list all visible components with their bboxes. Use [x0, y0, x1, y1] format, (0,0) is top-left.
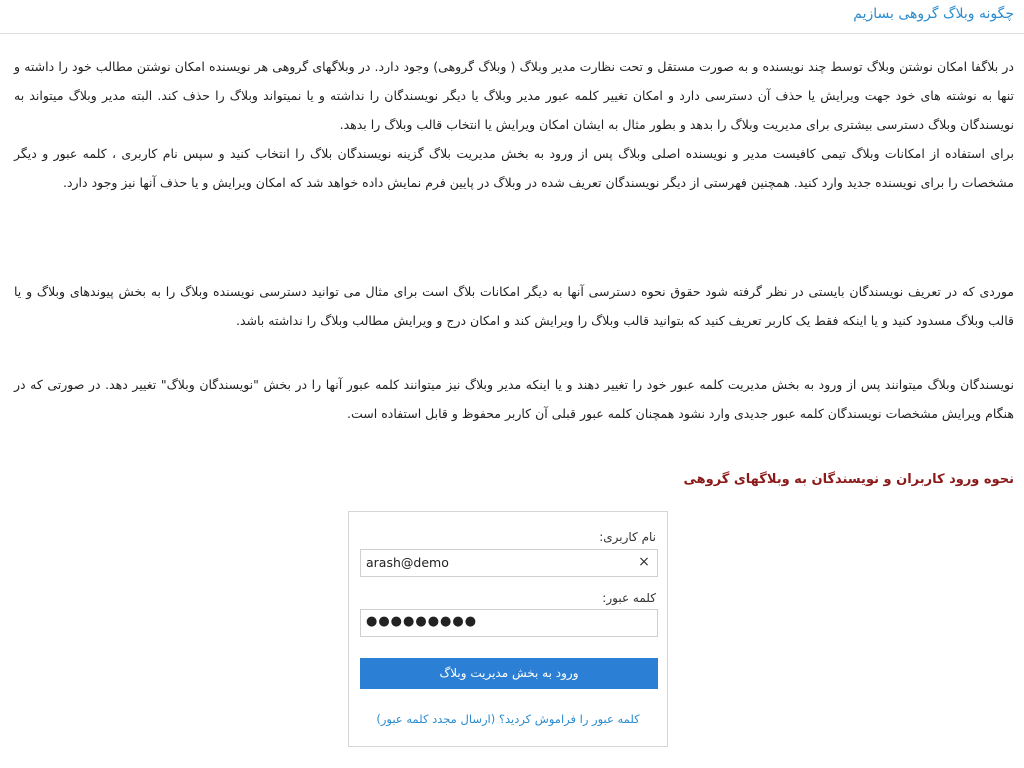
access-paragraph — [14, 277, 1014, 335]
paragraph-text: برای استفاده از امکانات وبلاگ تیمی کافیست مدیر و نویسنده اصلی وبلاگ پس از ورود به بخش مدیریت بلاگ گزینه نویسندگان بلاگ را انتخاب کنید و سپس نام کاربری ، کلمه عبور و دیگر مشخصات را برای نویسنده جدید وارد کنید. همچنین فهرستی از دیگر نویسندگان تعریف شده در وبلاگ در پایین فرم نمایش داده خواهد شد که امکان ویرایش و یا حذف آنها نیز وجود دارد. — [14, 146, 1014, 190]
paragraph-text: در بلاگفا امکان نوشتن وبلاگ توسط چند نویسنده و به صورت مستقل و تحت نظارت مدیر وبلاگ ( وبلاگ گروهی) وجود دارد. در وبلاگهای گروهی هر نویسنده امکان نوشتن مطالب خود را داشته و تنها به نوشته های خود جهت ویرایش یا حذف آن دسترسی دارد و امکان تغییر کلمه عبور مدیر وبلاگ یا دیگر نویسندگان را نداشته و یا نمیتواند وبلاگ را حذف کند. البته مدیر وبلاگ میتواند به نویسندگان وبلاگ دسترسی بیشتری برای مدیریت وبلاگ را بدهد و بطور مثال به ایشان امکان ویرایش یا انتخاب قالب وبلاگ را بدهد. — [14, 59, 1014, 132]
username-label: نام کاربری: — [599, 530, 656, 544]
username-value: arash@demo — [366, 555, 449, 570]
password-input[interactable] — [360, 609, 658, 637]
password-label: کلمه عبور: — [602, 591, 656, 605]
setup-paragraph — [14, 139, 1014, 197]
password-value: ●●●●●●●●● — [366, 614, 478, 629]
username-input[interactable] — [360, 549, 658, 577]
intro-paragraph — [14, 52, 1014, 139]
section-heading: نحوه ورود کاربران و نویسندگان به وبلاگهای گروهی — [683, 472, 1014, 487]
forgot-password-link[interactable]: کلمه عبور را فراموش کردید؟ (ارسال مجدد کلمه عبور) — [376, 712, 640, 726]
login-form — [348, 511, 668, 747]
login-submit-button[interactable]: ورود به بخش مدیریت وبلاگ — [360, 658, 658, 689]
title-divider — [0, 33, 1024, 34]
page-title: چگونه وبلاگ گروهی بسازیم — [853, 6, 1014, 22]
clear-icon[interactable]: × — [638, 554, 650, 570]
paragraph-text: نویسندگان وبلاگ میتوانند پس از ورود به بخش مدیریت کلمه عبور خود را تغییر دهند و یا اینکه مدیر وبلاگ نیز میتوانند کلمه عبور آنها را در بخش "نویسندگان وبلاگ" تغییر دهد. در صورتی که در هنگام ویرایش مشخصات نویسندگان کلمه عبور جدیدی وارد نشود همچنان کلمه عبور قبلی آن کاربر محفوظ و قابل استفاده است. — [14, 377, 1014, 421]
password-paragraph — [14, 370, 1014, 428]
paragraph-text: موردی که در تعریف نویسندگان بایستی در نظر گرفته شود حقوق نحوه دسترسی آنها به دیگر امکانات بلاگ است برای مثال می توانید دسترسی نویسنده وبلاگ را به بخش پیوندهای وبلاگ و یا قالب وبلاگ مسدود کنید و یا اینکه فقط یک کاربر تعریف کنید که بتوانید قالب وبلاگ را ویرایش کند و امکان درج و ویرایش مطالب وبلاگ را نداشته باشد. — [14, 284, 1014, 328]
